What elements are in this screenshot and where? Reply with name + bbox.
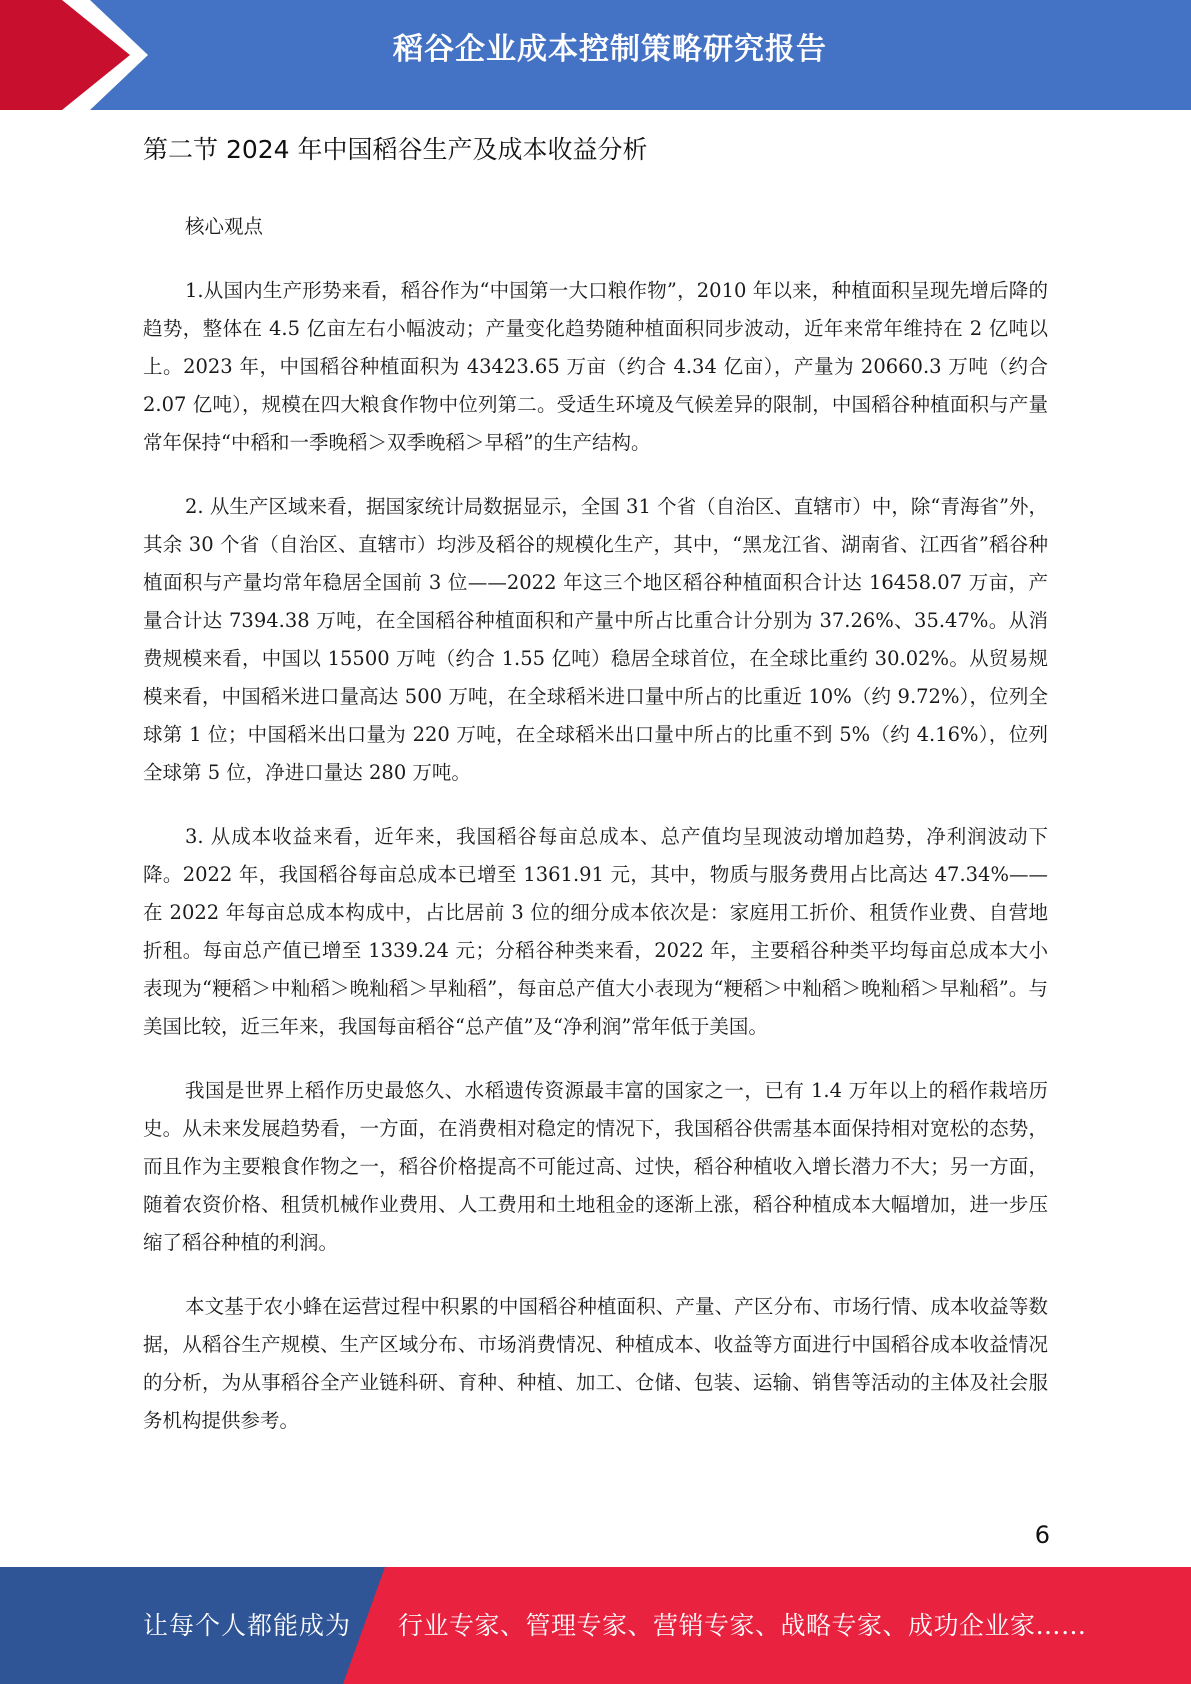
page-number: 6 <box>1034 1521 1050 1549</box>
page-body <box>143 130 1048 1440</box>
report-title: 稻谷企业成本控制策略研究报告 <box>393 32 827 67</box>
paragraph-production: 1.从国内生产形势来看，稻谷作为“中国第一大口粮作物”，2010 年以来，种植面积呈现先增后降的趋势，整体在 4.5 亿亩左右小幅波动；产量变化趋势随种植面积同步波动，近年来常年维持在 2 亿吨以上。2023 年，中国稻谷种植面积为 43423.65 万亩（约合 4.34 亿亩），产量为 20660.3 万吨（约合 2.07 亿吨），规模在四大粮食作物中位列第二。受适生环境及气候差异的限制，中国稻谷种植面积与产量常年保持“中稻和一季晚稻＞双季晚稻＞早稻”的生产结构。 <box>143 279 1048 454</box>
footer-slogan-left: 让每个人都能成为 <box>143 1611 352 1640</box>
section-title: 第二节 2024 年中国稻谷生产及成本收益分析 <box>143 135 648 164</box>
footer-slogan-right: 行业专家、管理专家、营销专家、战略专家、成功企业家…… <box>398 1611 1087 1640</box>
paragraph-regions: 2. 从生产区域来看，据国家统计局数据显示，全国 31 个省（自治区、直辖市）中，除“青海省”外，其余 30 个省（自治区、直辖市）均涉及稻谷的规模化生产，其中，“黑龙江省、湖南省、江西省”稻谷种植面积与产量均常年稳居全国前 3 位——2022 年这三个地区稻谷种植面积合计达 16458.07 万亩，产量合计达 7394.38 万吨，在全国稻谷种植面积和产量中所占比重合计分别为 37.26%、35.47%。从消费规模来看，中国以 15500 万吨（约合 1.55 亿吨）稳居全球首位，在全球比重约 30.02%。从贸易规模来看，中国稻米进口量高达 500 万吨，在全球稻米进口量中所占的比重近 10%（约 9.72%），位列全球第 1 位；中国稻米出口量为 220 万吨，在全球稻米出口量中所占的比重不到 5%（约 4.16%），位列全球第 5 位，净进口量达 280 万吨。 <box>143 495 1048 784</box>
core-viewpoint-label: 核心观点 <box>185 215 264 238</box>
report-footer <box>0 1567 1191 1684</box>
paragraph-cost-revenue: 3. 从成本收益来看，近年来，我国稻谷每亩总成本、总产值均呈现波动增加趋势，净利润波动下降。2022 年，我国稻谷每亩总成本已增至 1361.91 元，其中，物质与服务费用占比高达 47.34%——在 2022 年每亩总成本构成中，占比居前 3 位的细分成本依次是：家庭用工折价、租赁作业费、自营地折租。每亩总产值已增至 1339.24 元；分稻谷种类来看，2022 年，主要稻谷种类平均每亩总成本大小表现为“粳稻＞中籼稻＞晚籼稻＞早籼稻”，每亩总产值大小表现为“粳稻＞中籼稻＞晚籼稻＞早籼稻”。与美国比较，近三年来，我国每亩稻谷“总产值”及“净利润”常年低于美国。 <box>143 825 1048 1038</box>
paragraph-outlook: 我国是世界上稻作历史最悠久、水稻遗传资源最丰富的国家之一，已有 1.4 万年以上的稻作栽培历史。从未来发展趋势看，一方面，在消费相对稳定的情况下，我国稻谷供需基本面保持相对宽松的态势，而且作为主要粮食作物之一，稻谷价格提高不可能过高、过快，稻谷种植收入增长潜力不大；另一方面，随着农资价格、租赁机械作业费用、人工费用和土地租金的逐渐上涨，稻谷种植成本大幅增加，进一步压缩了稻谷种植的利润。 <box>143 1079 1048 1254</box>
paragraph-scope: 本文基于农小蜂在运营过程中积累的中国稻谷种植面积、产量、产区分布、市场行情、成本收益等数据，从稻谷生产规模、生产区域分布、市场消费情况、种植成本、收益等方面进行中国稻谷成本收益情况的分析，为从事稻谷全产业链科研、育种、种植、加工、仓储、包装、运输、销售等活动的主体及社会服务机构提供参考。 <box>143 1295 1048 1432</box>
report-header <box>0 0 1191 110</box>
